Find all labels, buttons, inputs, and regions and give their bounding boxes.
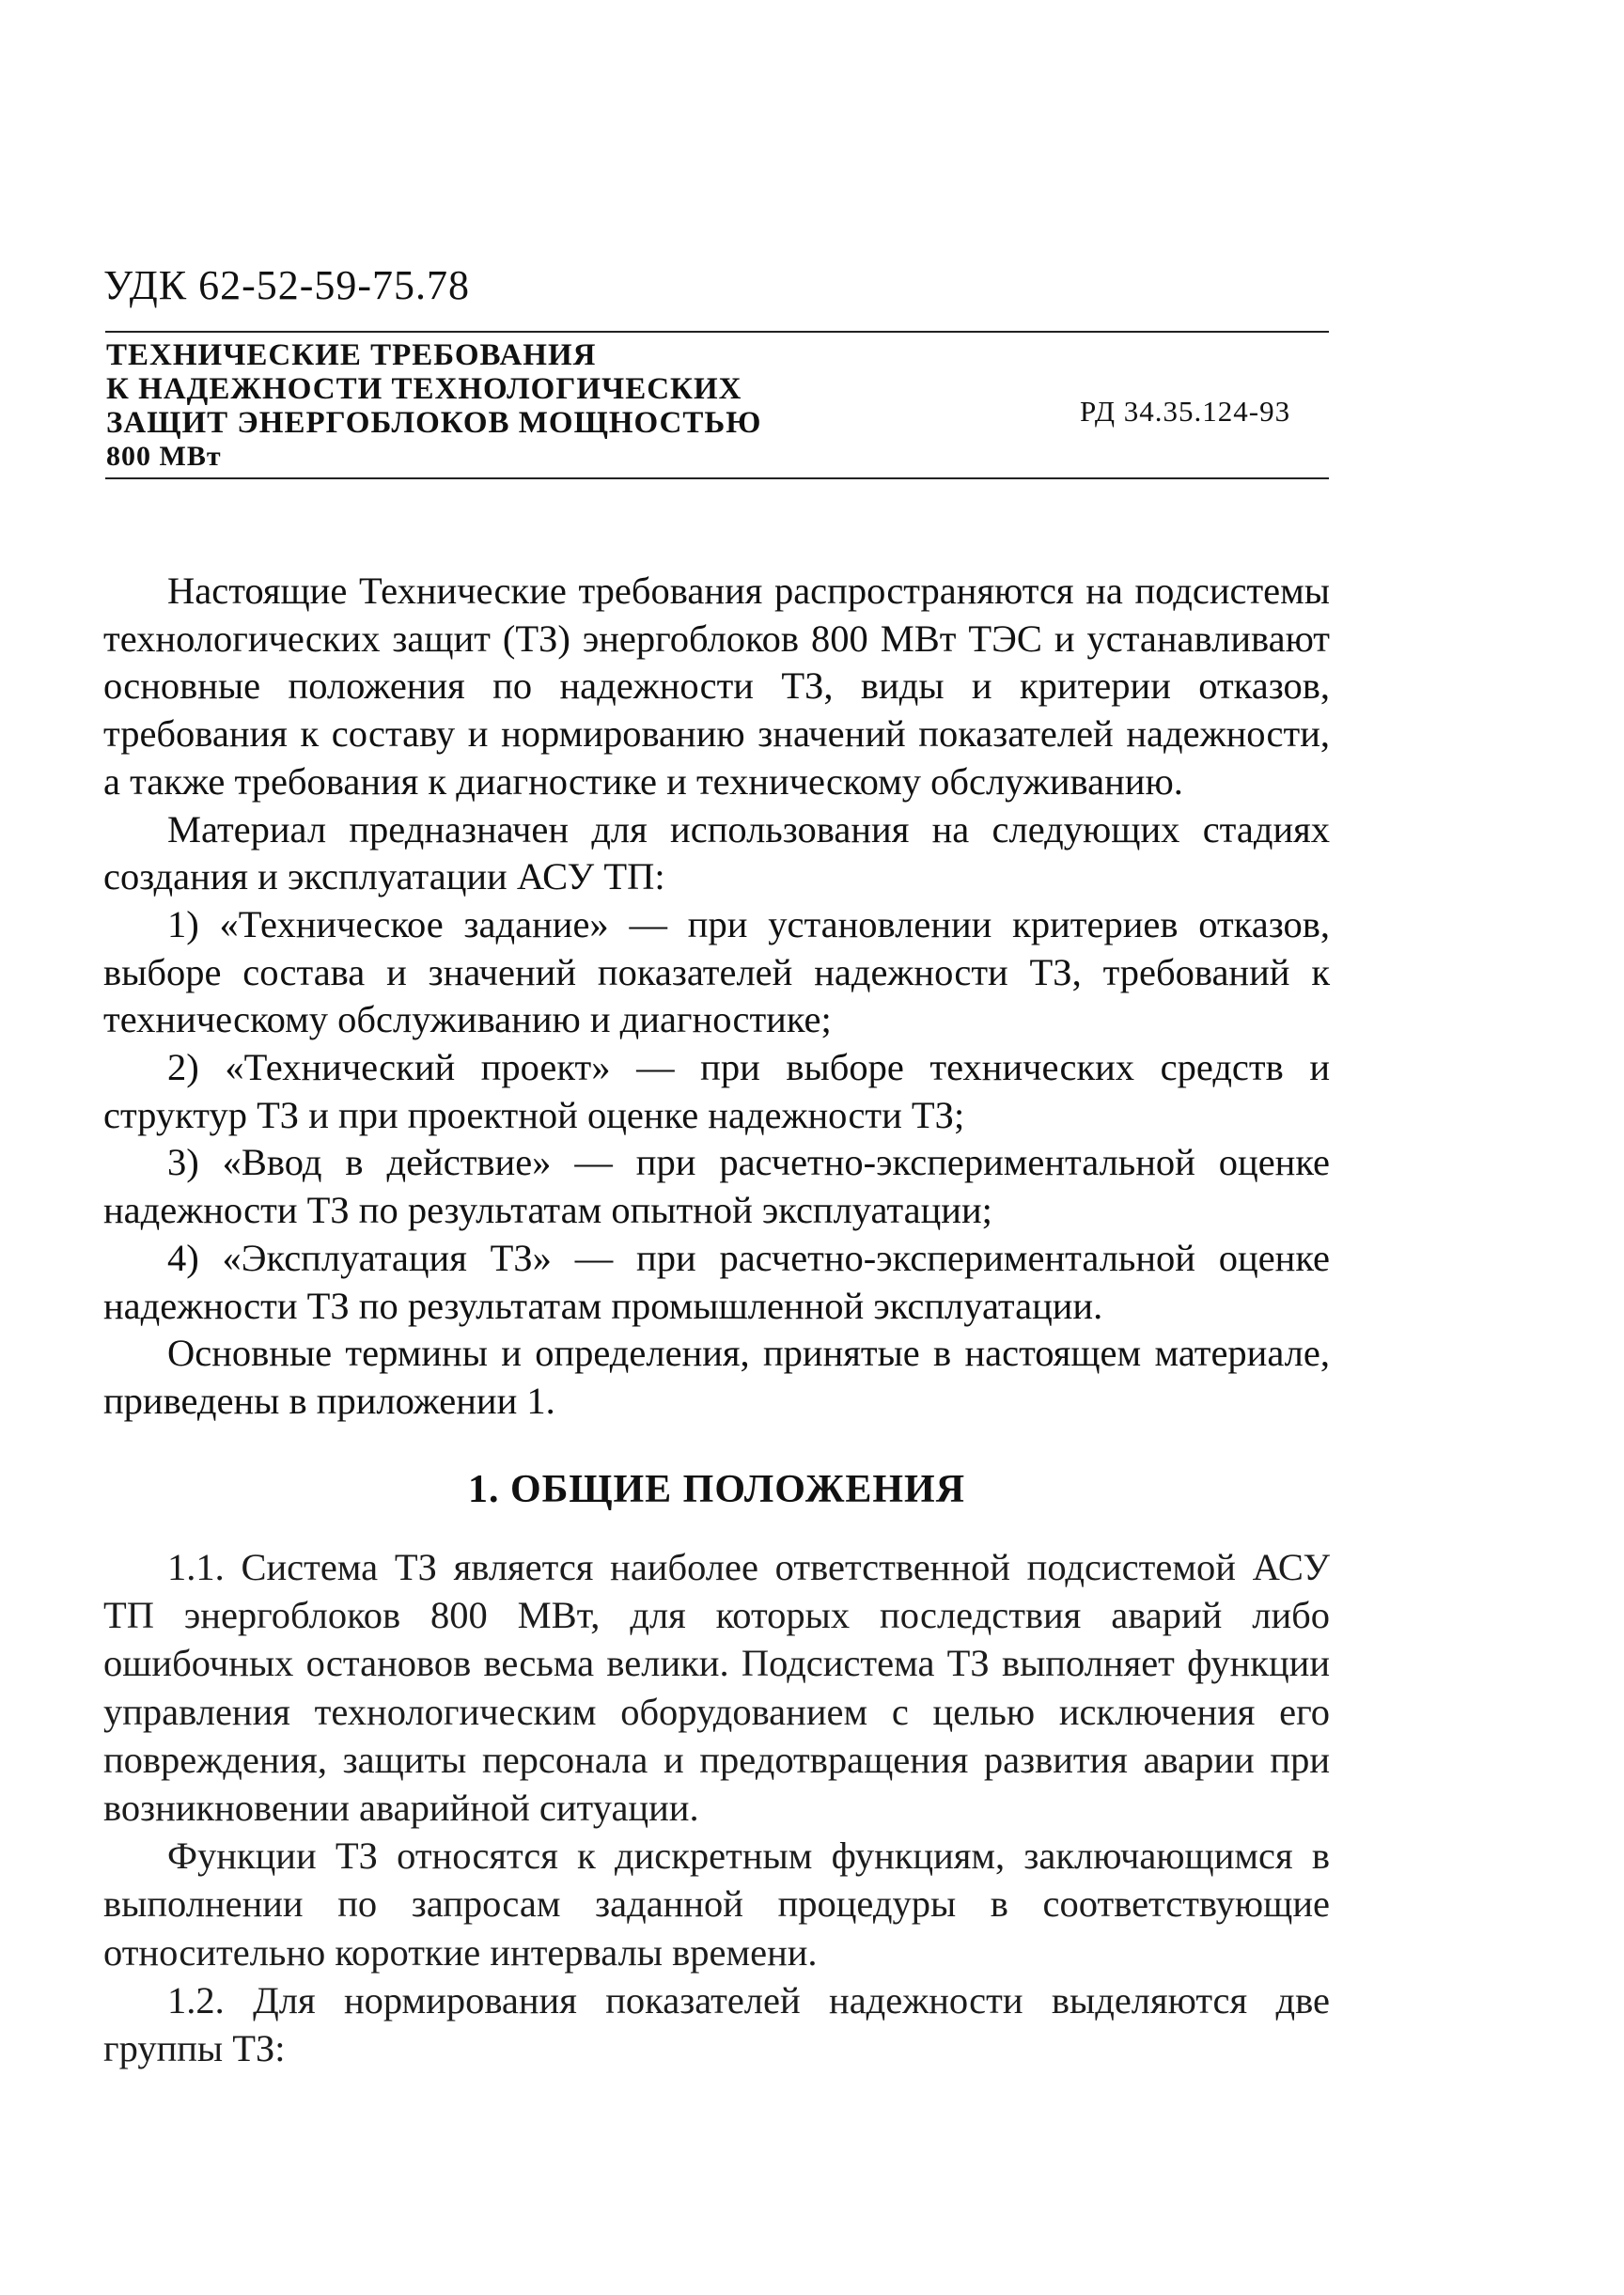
header-top-rule <box>105 331 1329 333</box>
section-paragraph: 1.1. Система ТЗ является наиболее ответственной подсистемой АСУ ТП энергоблоков 800 МВт, для которых последствия аварий либо ошибочных остановов весьма велики. Подсистема ТЗ выполняет функции управления технологическим оборудованием с целью исключения его повреждения, защиты персонала и предотвращения развития аварии при возникновении аварийной ситуации. <box>103 1546 1330 1830</box>
intro-paragraph: Материал предназначен для использования на следующих стадиях создания и эксплуатации АСУ ТП: <box>103 807 1330 898</box>
stage-item: 3) «Ввод в действие» — при расчетно-экспериментальной оценке надежности ТЗ по результатам опытной эксплуатации; <box>103 1141 1330 1232</box>
document-title <box>106 338 877 474</box>
intro-text <box>103 568 1330 1426</box>
title-line: ТЕХНИЧЕСКИЕ ТРЕБОВАНИЯ <box>106 338 597 372</box>
title-line: 800 МВт <box>106 441 222 472</box>
stage-item: 4) «Эксплуатация ТЗ» — при расчетно-экспериментальной оценке надежности ТЗ по результатам промышленной эксплуатации. <box>103 1236 1330 1327</box>
section-heading: 1. ОБЩИЕ ПОЛОЖЕНИЯ <box>467 1468 966 1511</box>
intro-paragraph: Настоящие Технические требования распространяются на подсистемы технологических защит (ТЗ) энергоблоков 800 МВт ТЭС и устанавливают основные положения по надежности ТЗ, виды и критерии отказов, требования к составу и нормированию значений показателей надежности, а также требования к диагностике и техническому обслуживанию. <box>103 570 1330 803</box>
section-paragraph: 1.2. Для нормирования показателей надежности выделяются две группы ТЗ: <box>103 1978 1330 2070</box>
intro-closing: Основные термины и определения, принятые в настоящем материале, приведены в приложении 1. <box>103 1332 1330 1422</box>
stage-item: 1) «Техническое задание» — при установлении критериев отказов, выборе состава и значений показателей надежности ТЗ, требований к техническому обслуживанию и диагностике; <box>103 902 1330 1041</box>
document-code: РД 34.35.124-93 <box>1080 395 1291 428</box>
stage-item: 2) «Технический проект» — при выборе технических средств и структур ТЗ и при проектной оценке надежности ТЗ; <box>103 1046 1330 1136</box>
section-text <box>103 1543 1330 2072</box>
udk-code: УДК 62-52-59-75.78 <box>103 262 471 308</box>
title-line: ЗАЩИТ ЭНЕРГОБЛОКОВ МОЩНОСТЬЮ <box>106 406 762 440</box>
header-bottom-rule <box>105 477 1329 479</box>
title-line: К НАДЕЖНОСТИ ТЕХНОЛОГИЧЕСКИХ <box>106 372 742 406</box>
section-paragraph: Функции ТЗ относятся к дискретным функциям, заключающимся в выполнении по запросам заданной процедуры в соответствующие относительно короткие интервалы времени. <box>103 1834 1330 1974</box>
